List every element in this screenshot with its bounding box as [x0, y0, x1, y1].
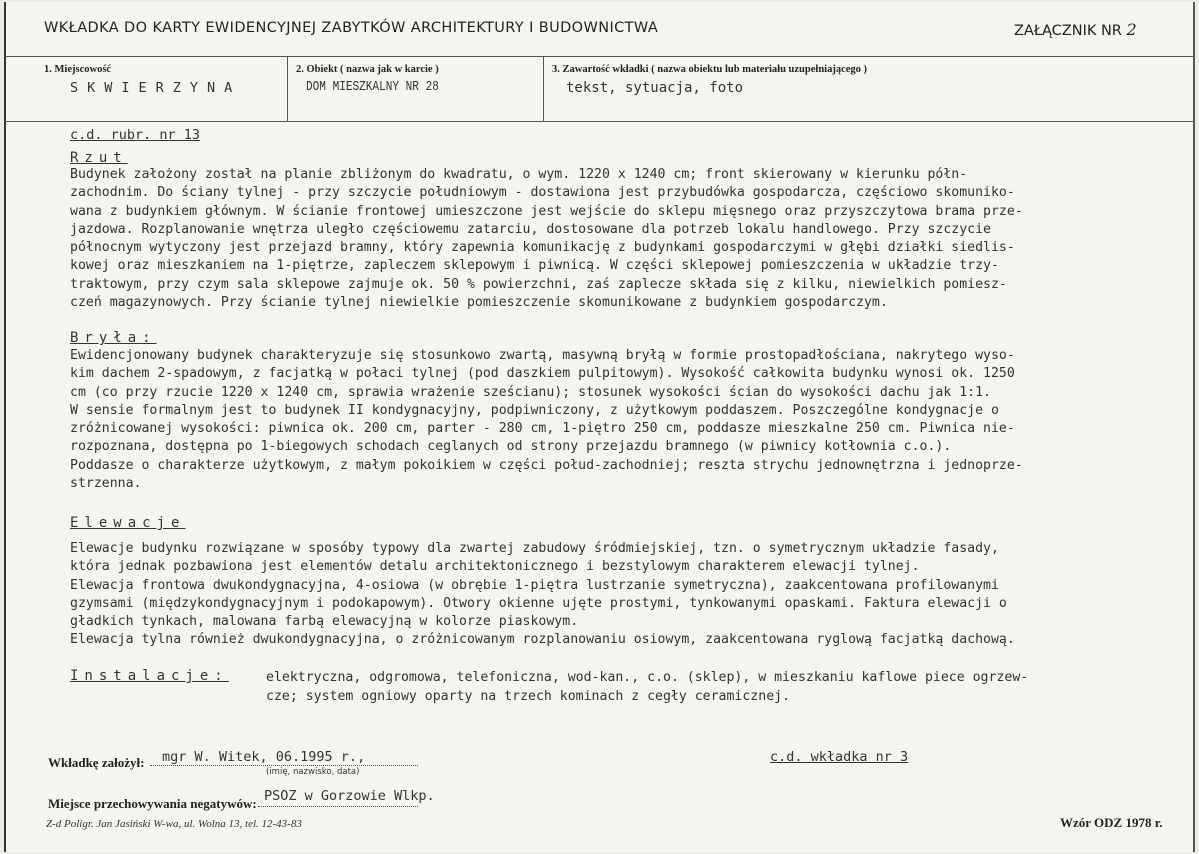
form-title: WKŁADKA DO KARTY EWIDENCYJNEJ ZABYTKÓW ARCHITEKTURY I BUDOWNICTWA [44, 20, 659, 36]
elewacje-text: Elewacje budynku rozwiązane w sposóby typowy dla zwartej zabudowy śródmiejskiej, tzn. o symetrycznym układzie fasady, która jednak pozbawiona jest elementów detalu architektonicznego i bezstylowym charakterem elewacji tylnej. Elewacja frontowa dwukondygnacyjna, 4-osiowa (w obrębie 1-piętra lustrzanie symetryczna), zaakcentowana profilowanymi gzymsami (międzykondygnacyjnym i podokapowym). Otwory okienne ujęte prostymi, tynkowanymi opaskami. Faktura elewacji o gładkich tynkach, malowana farbą elewacyjną w kolorze piaskowym. Elewacja tylna również dwukondygnacyjna, o zróżnicowanym rozplanowaniu osiowym, zaakcentowana ryglową facjatką dachową. [70, 541, 1015, 648]
rzut-section [70, 166, 1150, 312]
elewacje-heading: Elewacje [70, 515, 186, 531]
rzut-text: Budynek założony został na planie zbliżonym do kwadratu, o wym. 1220 x 1240 cm; front skierowany w kierunku półn- zachodnim. Do ściany tylnej - przy szczycie południowym - dostawiona jest przybudówka gospodarcza, częściowo skomuniko- wana z budynkiem głównym. W ścianie frontowej umieszczone jest wejście do sklepu mięsnego oraz przyszczytowa brama prze- jazdowa. Rozplanowanie wnętrza uległo częściowemu zatarciu, dostosowane dla potrzeb lokalu handlowego. Przy szczycie północnym wytyczony jest przejazd bramny, który zapewnia komunikację z budynkami gospodarczymi w głębi działki siedlis- kowej oraz mieszkaniem na 1-piętrze, zapleczem sklepowym i piwnicą. W części sklepowej pomieszczenia w układzie trzy- traktowym, przy czym sala sklepowe zajmuje ok. 50 % powierzchni, zaś zaplecze składa się z kilku, niewielkich pomiesz- czeń magazynowych. Przy ścianie tylnej niewielkie pomieszczenie skomunikowane z budynkiem gospodarczym. [70, 167, 1023, 311]
bryla-text: Ewidencjonowany budynek charakteryzuje się stosunkowo zwartą, masywną bryłą w formie prostopadłościana, nakrytego wyso- kim dachem 2-spadowym, z facjatką w połaci tylnej (pod daszkiem pulpitowym). Wysokość całkowita budynku wynosi ok. 1250 cm (co przy rzucie 1220 x 1240 cm, sprawia wrażenie sześcianu); stosunek wysokości ścian do wysokości dachu jak 1:1. W sensie formalnym jest to budynek II kondygnacyjny, podpiwniczony, z użytkowym poddaszem. Poszczególne kondygnacje o zróżnicowanej wysokości: piwnica ok. 200 cm, parter - 280 cm, 1-piętro 250 cm, poddasze mieszkalne 250 cm. Piwnica nie- rozpoznana, dostępna po 1-biegowych schodach ceglanych od strony przejazdu bramnego (w piwnicy kotłownia c.o.). Poddasze o charakterze użytkowym, z małym pokoikiem w części połud-zachodniej; reszta strychu jednownętrzna i jednoprze- strzenna. [70, 348, 1023, 492]
header-rule-bottom [4, 121, 1195, 122]
instalacje-heading: Instalacje: [70, 668, 229, 684]
negatives-dotline [258, 806, 418, 807]
bryla-heading: Bryła: [70, 330, 157, 346]
form-code: Wzór ODZ 1978 r. [1060, 815, 1163, 830]
rzut-heading: Rzut [70, 150, 128, 166]
author-value: mgr W. Witek, 06.1995 r., [162, 749, 366, 765]
negatives-label: Miejsce przechowywania negatywów: [48, 796, 257, 811]
author-label: Wkładkę założył: [48, 755, 145, 770]
field-divider-2 [543, 56, 544, 122]
author-dotline [150, 765, 418, 766]
object-value: DOM MIESZKALNY NR 28 [306, 80, 439, 95]
header-rule-top [4, 56, 1195, 57]
contents-label: 3. Zawartość wkładki ( nazwa obiektu lub materiału uzupełniającego ) [552, 64, 868, 75]
annex-label [1014, 20, 1137, 39]
negatives-value: PSOZ w Gorzowie Wlkp. [264, 788, 435, 804]
object-label: 2. Obiekt ( nazwa jak w karcie ) [296, 64, 439, 75]
next-insert-note: c.d. wkładka nr 3 [770, 749, 909, 765]
bryla-section [70, 347, 1150, 493]
locality-label: 1. Miejscowość [44, 64, 112, 75]
author-hint: (imię, nazwisko, data) [266, 767, 360, 777]
annex-label-text: ZAŁĄCZNIK NR [1014, 23, 1122, 39]
instalacje-text: elektryczna, odgromowa, telefoniczna, wod-kan., c.o. (sklep), w mieszkaniu kaflowe piece ogrzew- cze; system ogniowy oparty na trzech kominach z cegły ceramicznej. [266, 670, 1029, 704]
elewacje-section [70, 540, 1150, 650]
continuation-note: c.d. rubr. nr 13 [70, 127, 201, 143]
locality-value: SKWIERZYNA [70, 80, 242, 96]
printer-imprint: Z-d Poligr. Jan Jasiński W-wa, ul. Wolna 13, tel. 12-43-83 [46, 818, 302, 830]
field-divider-1 [287, 56, 288, 122]
annex-number: 2 [1126, 20, 1137, 39]
contents-value: tekst, sytuacja, foto [566, 80, 744, 96]
